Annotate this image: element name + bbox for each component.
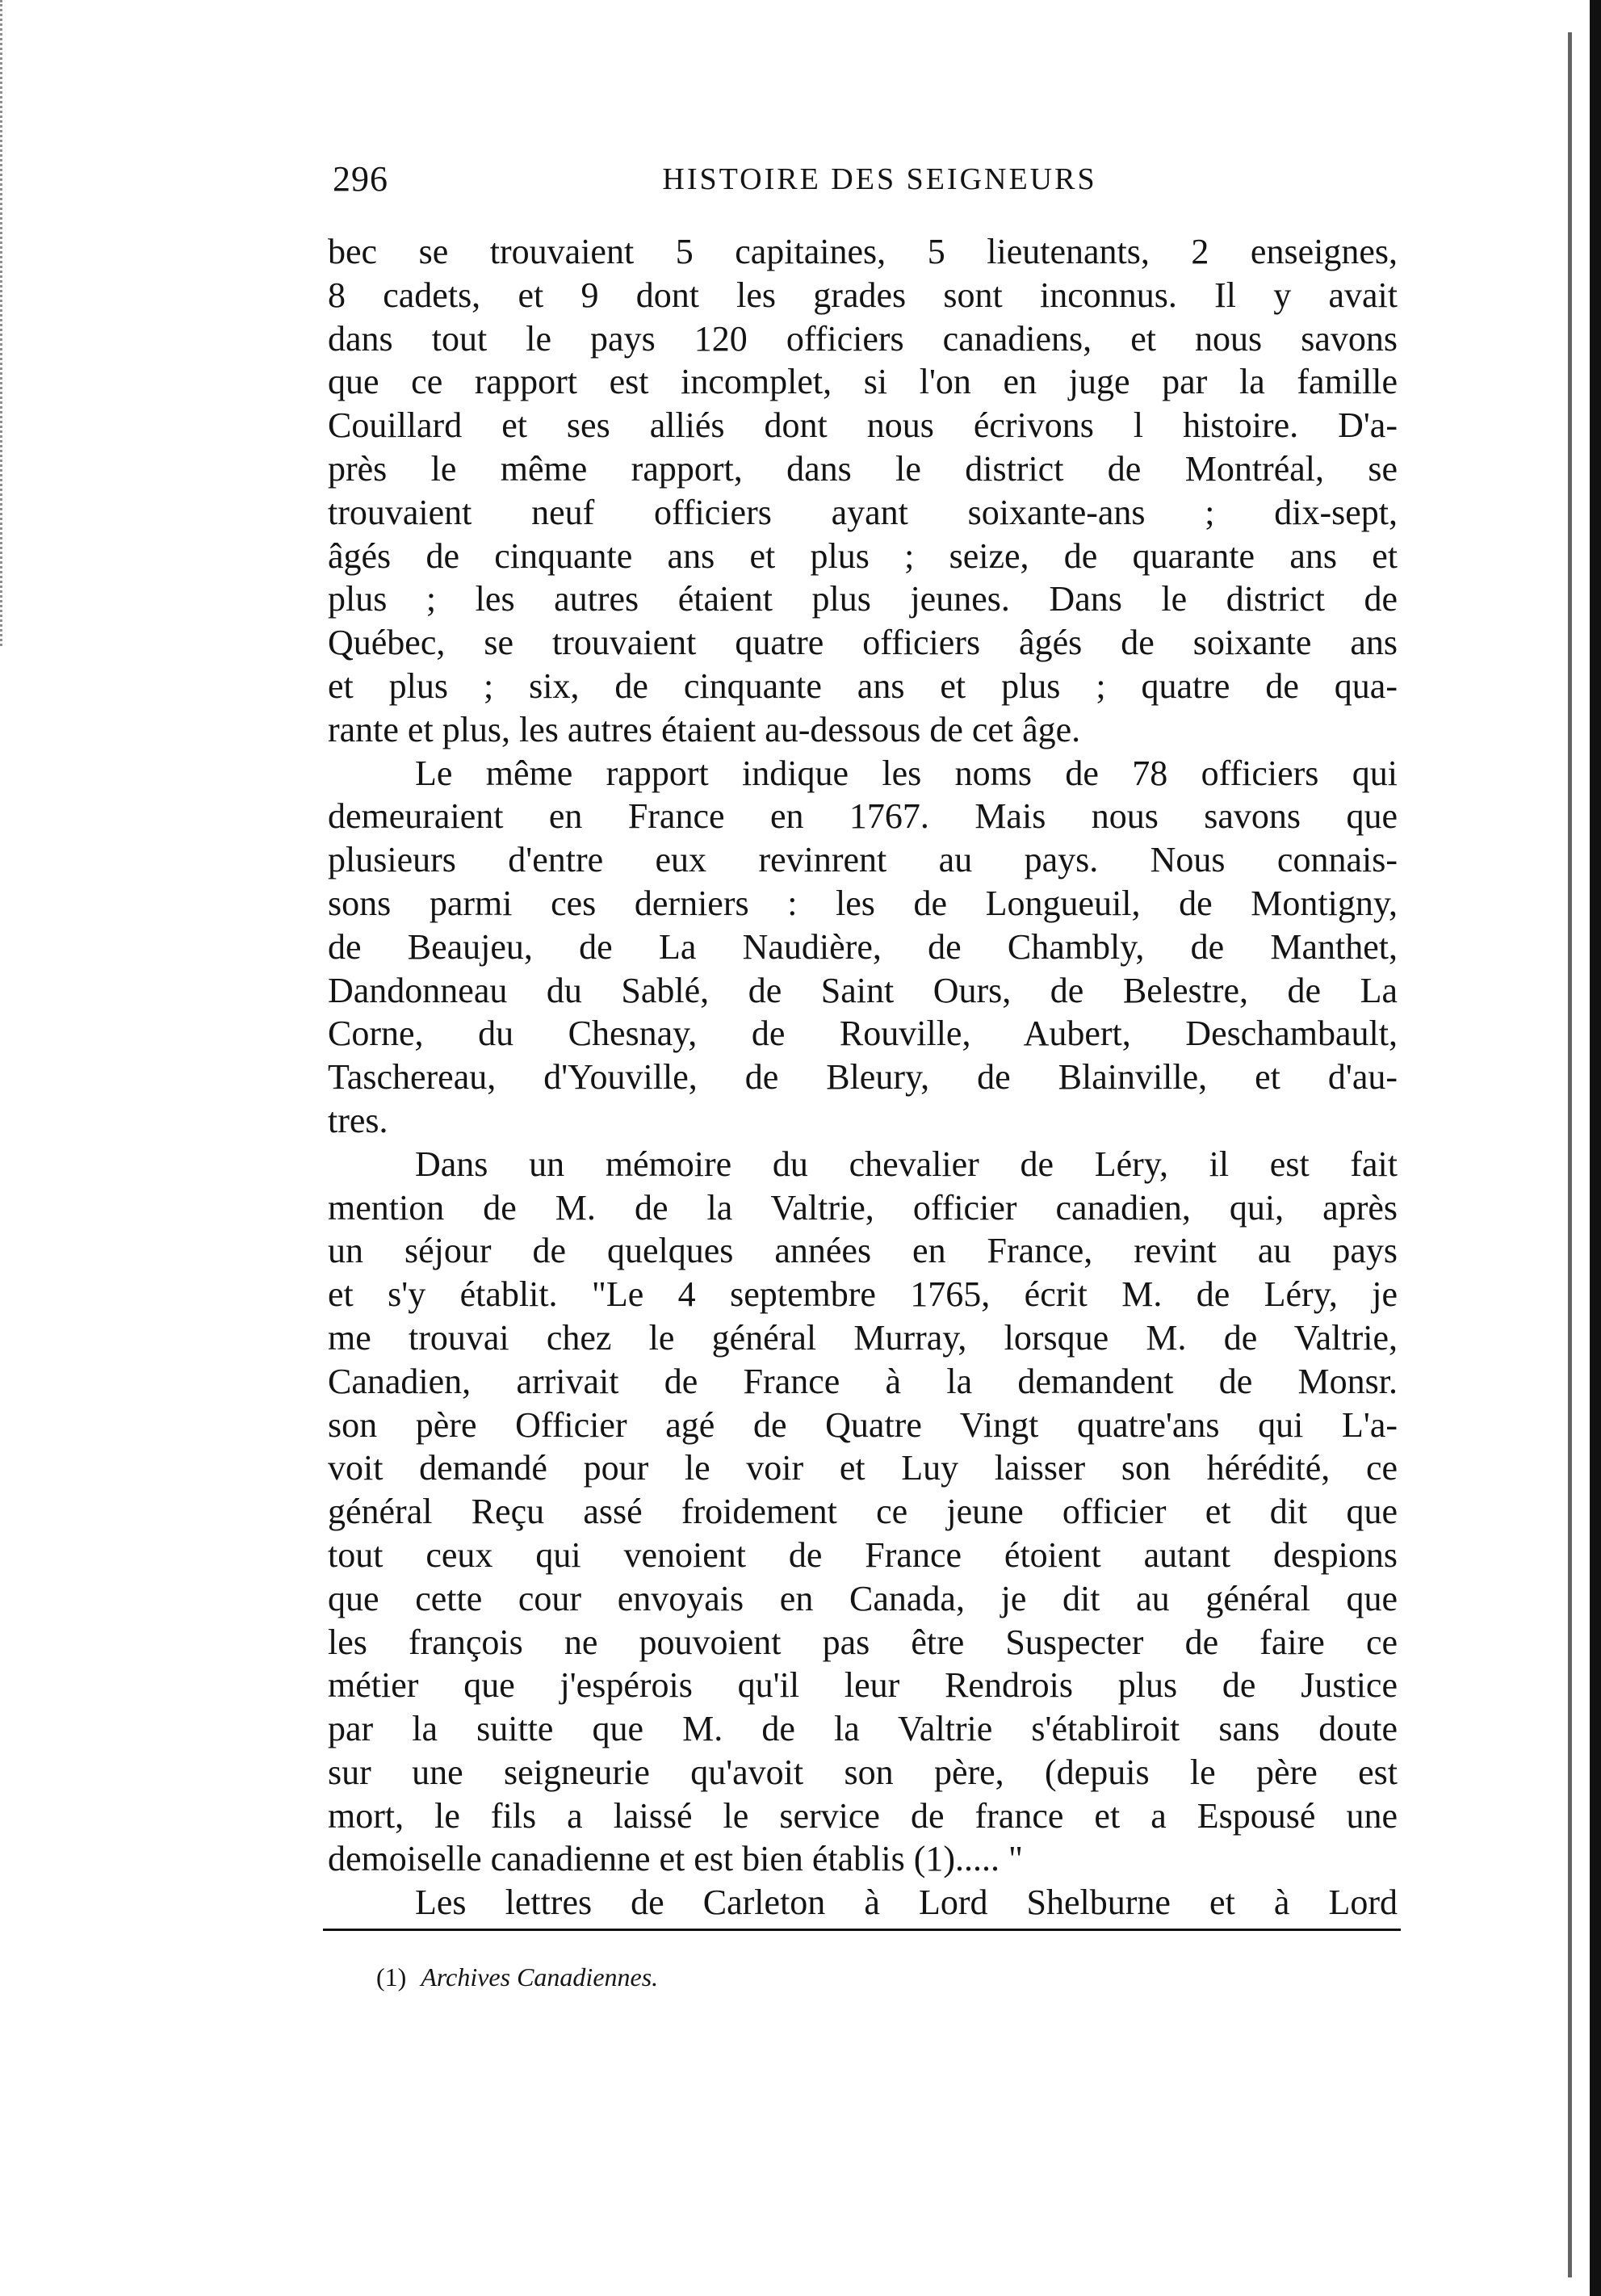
- footnote-marker: (1): [376, 1962, 407, 1992]
- text-line: trouvaient neuf officiers ayant soixante-ans ; dix-sept,: [328, 492, 1398, 532]
- text-line: tout ceux qui venoient de France étoient autant despions: [328, 1534, 1398, 1575]
- scan-edge-artifact: [0, 0, 20, 646]
- text-line: par la suitte que M. de la Valtrie s'établiroit sans doute: [328, 1709, 1398, 1749]
- text-line: près le même rapport, dans le district de Montréal, se: [328, 448, 1398, 489]
- text-line: bec se trouvaient 5 capitaines, 5 lieutenants, 2 enseignes,: [328, 232, 1398, 271]
- footnote-text: Archives Canadiennes.: [421, 1962, 659, 1992]
- text-line: métier que j'espérois qu'il leur Rendrois plus de Justice: [328, 1665, 1398, 1706]
- text-line: sons parmi ces derniers : les de Longueuil, de Montigny,: [328, 883, 1398, 923]
- text-line: un séjour de quelques années en France, revint au pays: [328, 1231, 1398, 1271]
- text-line: tres.: [328, 1100, 388, 1140]
- binding-edge: [1590, 0, 1601, 2296]
- text-line: Les lettres de Carleton à Lord Shelburne et à Lord: [415, 1883, 1398, 1923]
- text-line: dans tout le pays 120 officiers canadiens, et nous savons: [328, 318, 1398, 359]
- body-text: [328, 230, 1398, 1925]
- text-line: 8 cadets, et 9 dont les grades sont inconnus. Il y avait: [328, 275, 1398, 315]
- text-line: voit demandé pour le voir et Luy laisser son hérédité, ce: [328, 1448, 1398, 1488]
- text-line: âgés de cinquante ans et plus ; seize, de quarante ans et: [328, 535, 1398, 576]
- text-line: et s'y établit. "Le 4 septembre 1765, écrit M. de Léry, je: [328, 1274, 1398, 1315]
- text-line: Taschereau, d'Youville, de Bleury, de Blainville, et d'au-: [328, 1057, 1398, 1098]
- text-line: Canadien, arrivait de France à la demandent de Monsr.: [328, 1361, 1398, 1401]
- text-line: plusieurs d'entre eux revinrent au pays. Nous connais-: [328, 840, 1398, 880]
- text-line: son père Officier agé de Quatre Vingt quatre'ans qui L'a-: [328, 1404, 1398, 1445]
- text-line: Québec, se trouvaient quatre officiers âgés de soixante ans: [328, 623, 1398, 663]
- text-line: Couillard et ses alliés dont nous écrivons l histoire. D'a-: [328, 405, 1398, 446]
- text-line: et plus ; six, de cinquante ans et plus ; quatre de qua-: [328, 665, 1398, 706]
- text-line: les françois ne pouvoient pas être Suspecter de faire ce: [328, 1622, 1398, 1662]
- text-line: me trouvai chez le général Murray, lorsque M. de Valtrie,: [328, 1317, 1398, 1358]
- running-title: HISTOIRE DES SEIGNEURS: [662, 162, 1097, 196]
- text-line: Dans un mémoire du chevalier de Léry, il est fait: [415, 1144, 1398, 1184]
- text-line: Dandonneau du Sablé, de Saint Ours, de Belestre, de La: [328, 970, 1398, 1010]
- footnote-rule: [323, 1929, 1401, 1931]
- text-line: que ce rapport est incomplet, si l'on en juge par la famille: [328, 362, 1398, 402]
- page-number: 296: [333, 159, 388, 199]
- footnote: [376, 1962, 658, 1992]
- text-line: sur une seigneurie qu'avoit son père, (depuis le père est: [328, 1752, 1398, 1792]
- binding-shadow: [1568, 32, 1572, 2277]
- text-line: de Beaujeu, de La Naudière, de Chambly, de Manthet,: [328, 926, 1398, 967]
- text-line: général Reçu assé froidement ce jeune officier et dit que: [328, 1492, 1398, 1532]
- text-line: rante et plus, les autres étaient au-dessous de cet âge.: [328, 709, 1081, 749]
- page-header: [333, 158, 1394, 207]
- text-line: demeuraient en France en 1767. Mais nous savons que: [328, 796, 1398, 837]
- text-line: mort, le fils a laissé le service de france et a Espousé une: [328, 1795, 1398, 1836]
- text-line: plus ; les autres étaient plus jeunes. Dans le district de: [328, 579, 1398, 619]
- text-line: mention de M. de la Valtrie, officier canadien, qui, après: [328, 1187, 1398, 1228]
- text-line: Le même rapport indique les noms de 78 officiers qui: [415, 753, 1398, 793]
- text-line: demoiselle canadienne et est bien établis (1)..... ": [328, 1839, 1023, 1879]
- text-line: que cette cour envoyais en Canada, je dit au général que: [328, 1578, 1398, 1618]
- text-line: Corne, du Chesnay, de Rouville, Aubert, Deschambault,: [328, 1014, 1398, 1054]
